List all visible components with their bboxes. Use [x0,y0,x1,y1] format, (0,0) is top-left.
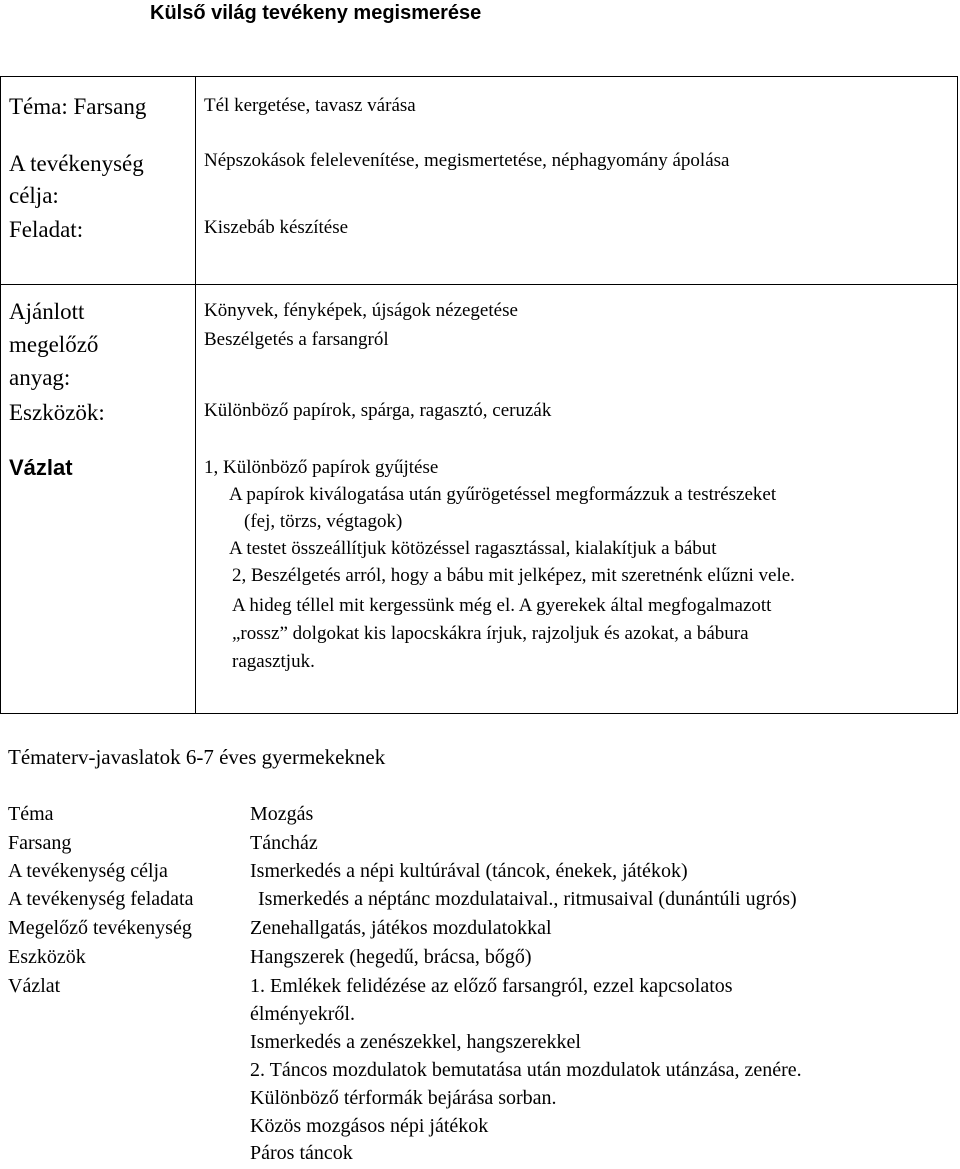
outline-line: „rossz” dolgokat kis lapocskákra írjuk, rajzoljuk és azokat, a bábura [232,623,749,644]
plan-row-value: Mozgás [250,803,314,825]
prior-value-line2: Beszélgetés a farsangról [204,329,389,350]
outline-line: ragasztjuk. [232,651,315,672]
outline-line: A testet összeállítjuk kötözéssel ragasztással, kialakítjuk a bábut [229,538,717,559]
section-heading: Tématerv-javaslatok 6-7 éves gyermekeknek [8,745,386,769]
outline-continued-line: Páros táncok [250,1142,353,1164]
outline-continued-line: Különböző térformák bejárása sorban. [250,1087,557,1109]
outline-line: (fej, törzs, végtagok) [244,511,403,532]
plan-row-label: Eszközök [8,946,86,968]
prior-value-line1: Könyvek, fényképek, újságok nézegetése [204,300,518,321]
outline-line: 2, Beszélgetés arról, hogy a bábu mit jelképez, mit szeretnénk elűzni vele. [232,565,795,586]
plan-row-label: Megelőző tevékenység [8,917,192,939]
tools-value: Különböző papírok, spárga, ragasztó, ceruzák [204,400,552,421]
plan-row-label: Téma [8,803,54,825]
prior-label-line3: anyag: [9,365,71,390]
plan-row-label: A tevékenység célja [8,860,168,882]
plan-row-label: A tevékenység feladata [8,888,194,910]
plan-row-value: Ismerkedés a néptánc mozdulataival., ritmusaival (dunántúli ugrós) [258,888,797,910]
outline-line: A papírok kiválogatása után gyűrögetéssel megformázzuk a testrészeket [229,484,777,505]
prior-label-line2: megelőző [9,332,99,357]
task-value: Kiszebáb készítése [204,217,349,238]
goal-value: Népszokások felelevenítése, megismertetése, néphagyomány ápolása [204,150,730,171]
plan-row-label: Vázlat [8,975,61,997]
outline-continued-line: élményekről. [250,1003,355,1025]
goal-label-line1: A tevékenység [9,151,144,176]
document-title: Külső világ tevékeny megismerése [150,2,482,24]
outline-continued-line: Közös mozgásos népi játékok [250,1115,489,1137]
plan-row-label: Farsang [8,832,72,854]
outline-continued-line: Ismerkedés a zenészekkel, hangszerekkel [250,1031,581,1053]
task-label: Feladat: [9,217,84,242]
column-divider [195,77,196,713]
activity-plan-table [0,76,958,714]
prior-label-line1: Ajánlott [9,299,85,324]
plan-row-value: Zenehallgatás, játékos mozdulatokkal [250,917,552,939]
plan-row-value: Ismerkedés a népi kultúrával (táncok, énekek, játékok) [250,860,688,882]
outline-line: A hideg téllel mit kergessünk még el. A gyerekek által megfogalmazott [232,595,772,616]
plan-row-value: Táncház [250,832,318,854]
tools-label: Eszközök: [9,400,105,425]
topic-value: Tél kergetése, tavasz várása [204,95,416,116]
plan-row-value: Hangszerek (hegedű, brácsa, bőgő) [250,946,532,968]
outline-continued-line: 2. Táncos mozdulatok bemutatása után mozdulatok utánzása, zenére. [250,1059,802,1081]
plan-row-value: 1. Emlékek felidézése az előző farsangról, ezzel kapcsolatos [250,975,733,997]
goal-label-line2: célja: [9,183,59,208]
outline-line: 1, Különböző papírok gyűjtése [204,457,439,478]
topic-label: Téma: Farsang [9,94,147,119]
outline-label: Vázlat [9,455,73,480]
row-divider [1,284,957,285]
